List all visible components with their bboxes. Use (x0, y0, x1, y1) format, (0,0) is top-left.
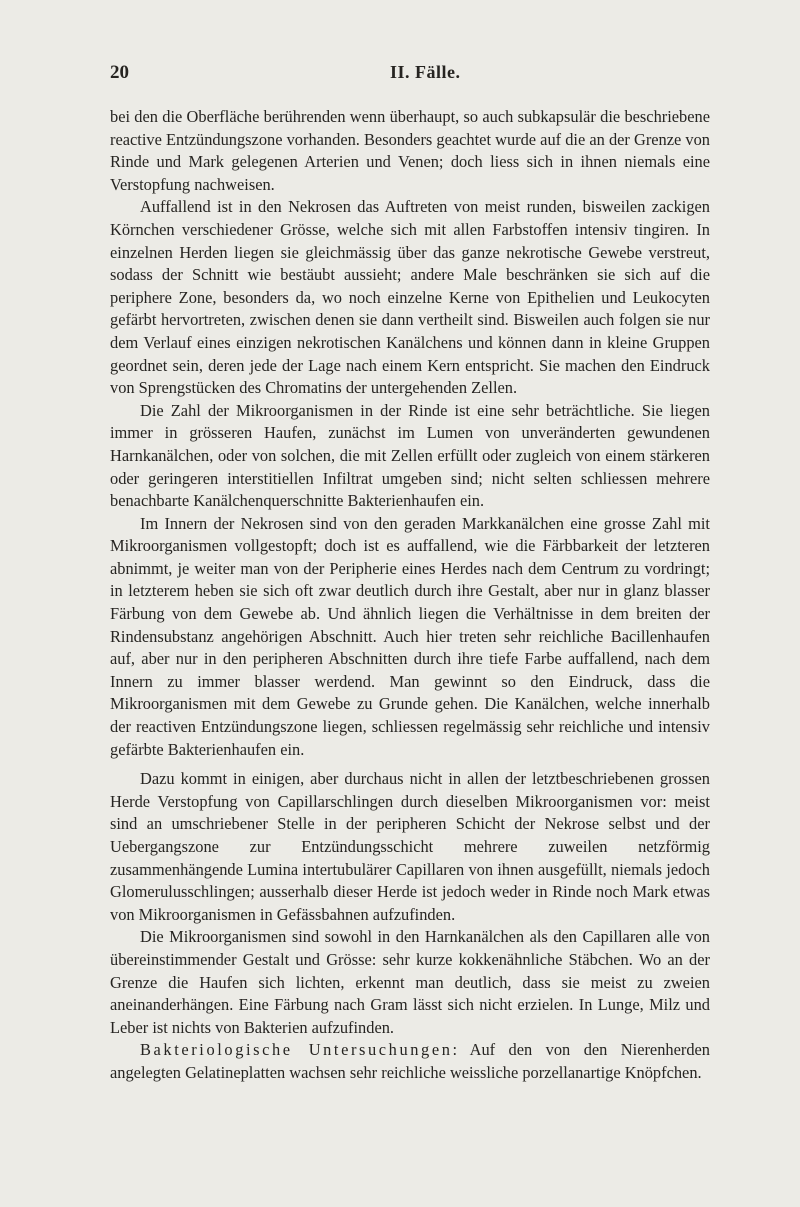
running-head: II. Fälle. (390, 62, 461, 82)
paragraph-text: : Auf den von den Nierenherden angelegten Gelatineplatten wachsen sehr reichliche weissliche porzellanartige Knöpfchen. (110, 1040, 710, 1082)
paragraph: Auffallend ist in den Nekrosen das Auftreten von meist runden, bisweilen zackigen Körnchen verschiedener Grösse, welche sich mit allen Farbstoffen intensiv tingiren. In einzelnen Herden liegen sie gleichmässig über das ganze nekrotische Gewebe verstreut, sodass der Schnitt wie bestäubt aussieht; andere Male beschränken sie sich auf die periphere Zone, besonders da, wo noch einzelne Kerne von Epithelien und Leukocyten gefärbt hervortreten, zwischen denen sie dann vertheilt sind. Bisweilen auch folgen sie nur dem Verlauf eines einzigen nekrotischen Kanälchens und können dann in kleine Gruppen geordnet sein, deren jede der Lage nach einem Kern entspricht. Sie machen den Eindruck von Sprengstücken des Chromatins der untergehenden Zellen. (110, 197, 710, 398)
paragraph: bei den die Oberfläche berührenden wenn überhaupt, so auch subkapsulär die beschriebene reactive Entzündungszone vorhanden. Besonders geachtet wurde auf die an der Grenze von Rinde und Mark gelegenen Arterien und Venen; doch liess sich in ihnen niemals eine Verstopfung nachweisen. (110, 107, 710, 194)
paragraph: Im Innern der Nekrosen sind von den geraden Markkanälchen eine grosse Zahl mit Mikroorganismen vollgestopft; doch ist es auffallend, wie die Färbbarkeit der letzteren abnimmt, je weiter man von der Peripherie eines Herdes nach dem Centrum zu vordringt; in letzterem heben sie sich oft zwar deutlich durch ihre Gestalt, aber nur in glanz blasser Färbung von dem Gewebe ab. Und ähnlich liegen die Verhältnisse in dem breiten der Rindensubstanz angehörigen Abschnitt. Auch hier treten sehr reichliche Bacillenhaufen auf, aber nur in den peripheren Abschnitten durch ihre tiefe Farbe auffallend, nach dem Innern zu immer blasser werdend. Man gewinnt so den Eindruck, dass die Mikroorganismen mit dem Gewebe zu Grunde gehen. Die Kanälchen, welche innerhalb der reactiven Entzündungszone liegen, schliessen regelmässig sehr reichliche und intensiv gefärbte Bakterienhaufen ein. (110, 513, 710, 759)
paragraph: Dazu kommt in einigen, aber durchaus nicht in allen der letztbeschriebenen grossen Herde Verstopfung von Capillarschlingen durch dieselben Mikroorganismen vor: meist sind an umschriebener Stelle in der peripheren Schicht der Nekrose selbst und der Uebergangszone zur Entzündungsschicht mehrere zuweilen netzförmig zusammenhängende Lumina intertubulärer Capillaren von ihnen ausgefüllt, niemals jedoch Glomerulusschlingen; ausserhalb dieser Herde ist jedoch weder in Rinde noch Mark etwas von Mikroorganismen in Gefässbahnen aufzufinden. (110, 769, 710, 924)
page-number: 20 (110, 62, 129, 83)
spaced-heading: Bakteriologische Untersuchungen (140, 1040, 453, 1060)
page-header (110, 62, 710, 90)
paragraph-bakteriologische (110, 1039, 710, 1084)
body-text (110, 106, 710, 1085)
paragraph: Die Zahl der Mikroorganismen in der Rinde ist eine sehr beträchtliche. Sie liegen immer in grösseren Haufen, zunächst im Lumen von unveränderten gewundenen Harnkanälchen, oder von solchen, die mit Zellen erfüllt oder zugleich von einem stärkeren oder geringeren interstitiellen Infiltrat umgeben sind; nicht selten schliessen mehrere benachbarte Kanälchenquerschnitte Bakterienhaufen ein. (110, 400, 710, 511)
paragraph: Die Mikroorganismen sind sowohl in den Harnkanälchen als den Capillaren alle von übereinstimmender Gestalt und Grösse: sehr kurze kokkenähnliche Stäbchen. Wo an der Grenze die Haufen sich lichten, erkennt man deutlich, dass sie meist zu zweien aneinanderhängen. Eine Färbung nach Gram lässt sich nicht erzielen. In Lunge, Milz und Leber ist nichts von Bakterien aufzufinden. (110, 927, 710, 1037)
